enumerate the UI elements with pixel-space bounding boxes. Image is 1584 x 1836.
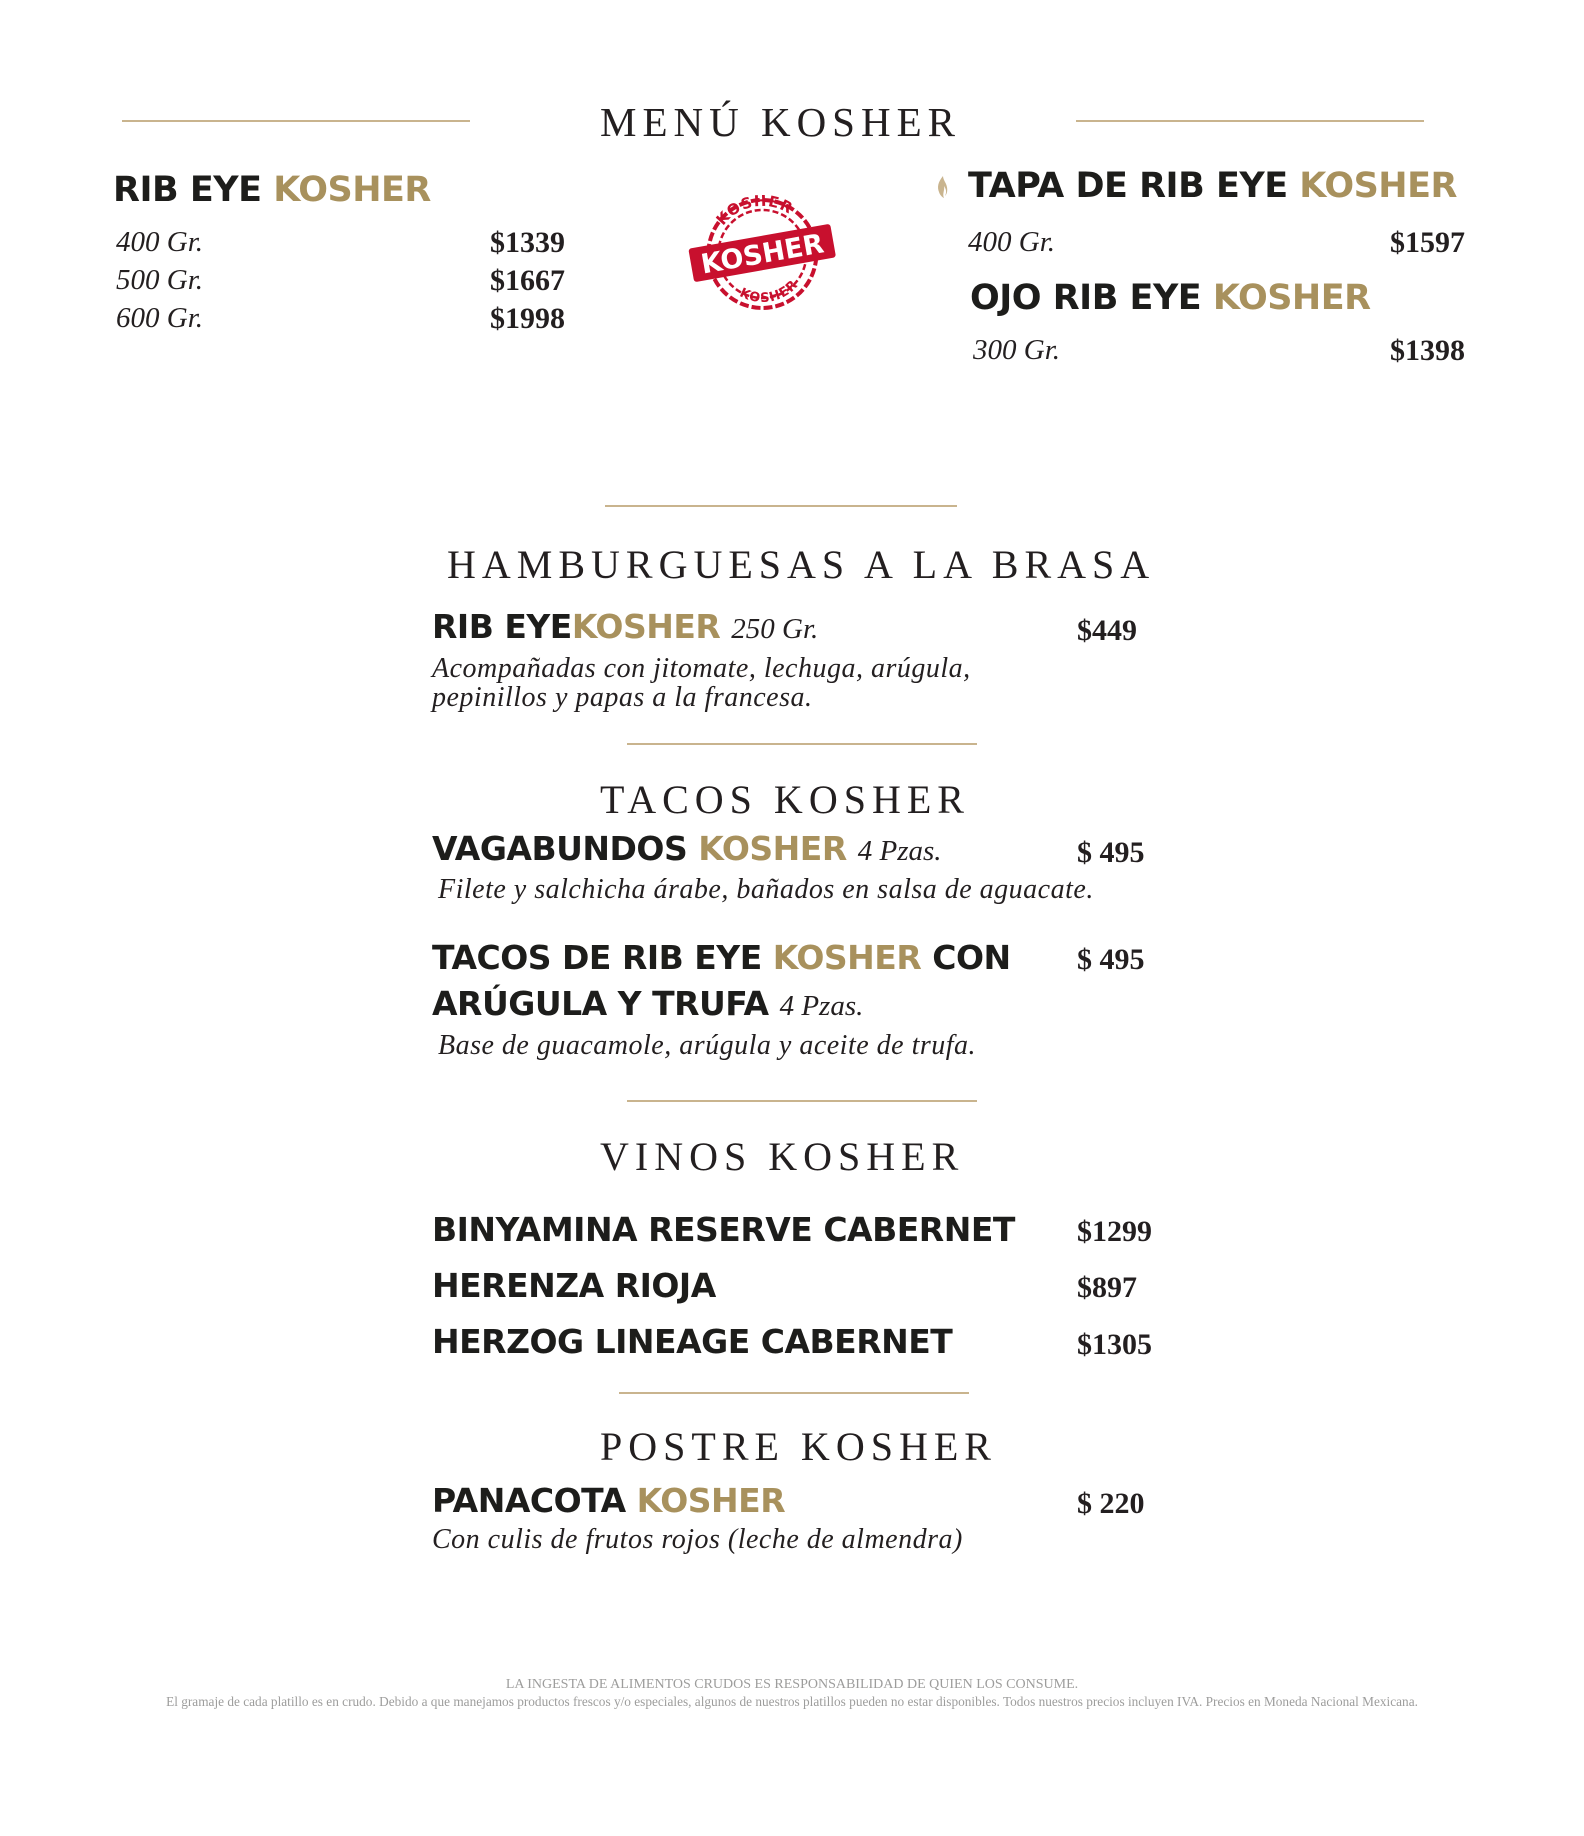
tacos-ribeye-tag: KOSHER <box>772 938 922 977</box>
ribeye-tag: KOSHER <box>273 170 431 210</box>
tapa-label: 400 Gr. <box>968 226 1056 258</box>
divider-postre <box>619 1392 969 1394</box>
ribeye-label-2: 500 Gr. <box>116 264 204 296</box>
page-title: MENÚ KOSHER <box>600 99 961 145</box>
tacos-ribeye-weight: 4 Pzas. <box>779 990 864 1022</box>
ribeye-price-3: $1998 <box>490 302 565 335</box>
tapa-tag: KOSHER <box>1299 166 1457 206</box>
panacota-description: Con culis de frutos rojos (leche de almendra) <box>432 1524 963 1555</box>
kosher-stamp-icon <box>684 192 840 312</box>
footer-disclaimer: LA INGESTA DE ALIMENTOS CRUDOS ES RESPONSABILIDAD DE QUIEN LOS CONSUME. <box>505 1677 1079 1692</box>
stamp-bottom-text: KOSHER <box>737 277 802 307</box>
wine-name-2: HERENZA RIOJA <box>432 1266 716 1305</box>
panacota-tag: KOSHER <box>636 1481 786 1520</box>
tapa-title <box>968 166 1457 206</box>
ribeye-label-3: 600 Gr. <box>116 302 204 334</box>
tacos-ribeye-name-con: CON <box>932 938 1011 977</box>
tacos-ribeye-price: $ 495 <box>1077 943 1145 976</box>
section-title-tacos: TACOS KOSHER <box>600 777 970 822</box>
svg-text:KOSHER <box>710 192 799 231</box>
section-title-hamburguesas: HAMBURGUESAS A LA BRASA <box>447 542 1156 587</box>
tapa-name: TAPA DE RIB EYE <box>968 166 1288 206</box>
section-title-postre: POSTRE KOSHER <box>600 1424 997 1469</box>
ojo-name: OJO RIB EYE <box>970 278 1202 318</box>
panacota-title <box>432 1481 785 1520</box>
burger-tag: KOSHER <box>571 607 721 646</box>
header-rule-right <box>1076 120 1424 122</box>
vagabundos-price: $ 495 <box>1077 836 1145 869</box>
vagabundos-tag: KOSHER <box>698 829 847 868</box>
tacos-ribeye-description: Base de guacamole, arúgula y aceite de trufa. <box>438 1030 977 1061</box>
ojo-label: 300 Gr. <box>973 334 1061 366</box>
divider-tacos <box>627 743 977 745</box>
ojo-tag: KOSHER <box>1212 278 1371 318</box>
tapa-price: $1597 <box>1390 226 1465 259</box>
stamp-main-text: KOSHER <box>698 228 827 281</box>
vagabundos-description: Filete y salchicha árabe, bañados en salsa de aguacate. <box>438 874 1094 905</box>
vagabundos-title <box>432 829 942 868</box>
wine-price-2: $897 <box>1077 1271 1137 1304</box>
burger-weight: 250 Gr. <box>731 613 819 645</box>
panacota-name: PANACOTA <box>432 1481 626 1520</box>
panacota-price: $ 220 <box>1077 1487 1145 1520</box>
stamp-top-text: KOSHER <box>712 192 797 229</box>
tacos-ribeye-title-line-1 <box>432 938 1011 977</box>
ribeye-title <box>113 170 431 210</box>
burger-desc-line-1: Acompañadas con jitomate, lechuga, arúgula, <box>432 653 971 684</box>
tacos-ribeye-title-line-2 <box>432 984 863 1023</box>
section-title-vinos: VINOS KOSHER <box>600 1134 965 1179</box>
ribeye-price-1: $1339 <box>490 226 565 259</box>
header-rule-left <box>122 120 470 122</box>
burger-price: $449 <box>1077 614 1137 647</box>
burger-desc-line-2: pepinillos y papas a la francesa. <box>432 682 813 713</box>
ribeye-label-1: 400 Gr. <box>116 226 204 258</box>
ojo-price: $1398 <box>1390 334 1465 367</box>
wine-name-3: HERZOG LINEAGE CABERNET <box>432 1322 953 1361</box>
ribeye-price-2: $1667 <box>490 264 565 297</box>
divider-vinos <box>627 1100 977 1102</box>
tacos-ribeye-name-line-2: ARÚGULA Y TRUFA <box>432 984 769 1023</box>
footer-notes: El gramaje de cada platillo es en crudo. Debido a que manejamos productos frescos y/o especiales, algunos de nuestros platillos pueden no estar disponibles. Todos nuestros precios incluyen IVA. Precios en Moneda Nacional Mexicana. <box>166 1694 1418 1709</box>
ojo-title <box>970 278 1371 318</box>
wine-name-1: BINYAMINA RESERVE CABERNET <box>432 1210 1015 1249</box>
tacos-ribeye-name: TACOS DE RIB EYE <box>432 938 762 977</box>
divider-hamburguesas <box>605 505 957 507</box>
vagabundos-weight: 4 Pzas. <box>857 835 942 867</box>
flame-icon <box>936 175 948 199</box>
burger-title <box>432 607 818 646</box>
wine-price-1: $1299 <box>1077 1215 1152 1248</box>
burger-name: RIB EYE <box>432 607 572 646</box>
burger-description <box>432 654 971 712</box>
ribeye-name: RIB EYE <box>113 170 262 210</box>
wine-price-3: $1305 <box>1077 1328 1152 1361</box>
vagabundos-name: VAGABUNDOS <box>432 829 688 868</box>
